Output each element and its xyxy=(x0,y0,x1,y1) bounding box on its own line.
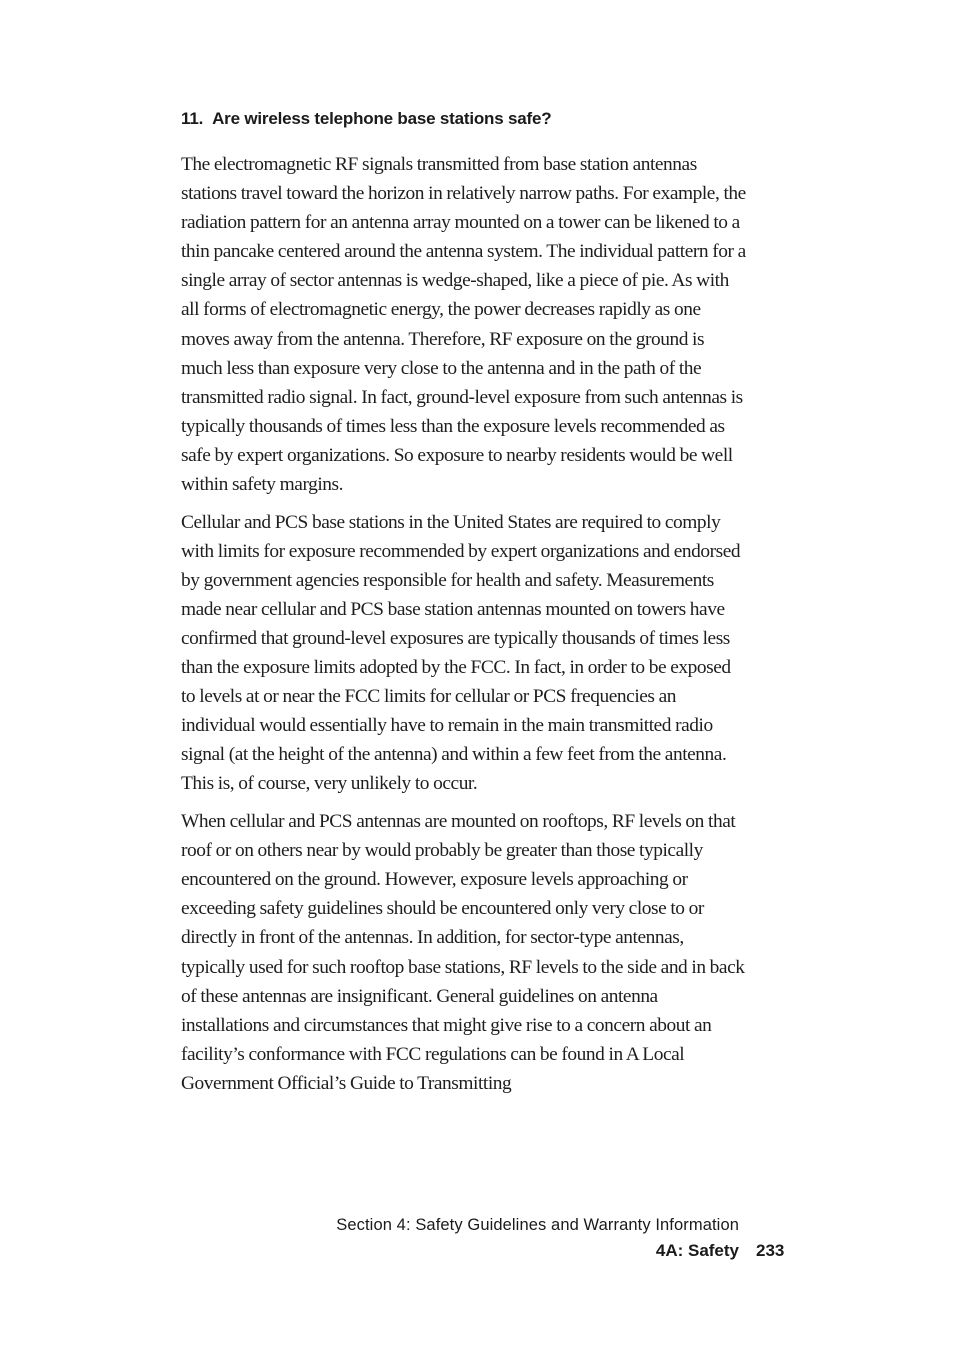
footer-tab-label: 4A: Safety xyxy=(655,1241,739,1260)
footer-section-title: Section 4: Safety Guidelines and Warranty Information xyxy=(336,1216,739,1234)
question-title: Are wireless telephone base stations safe? xyxy=(212,109,552,128)
paragraph-1: The electromagnetic RF signals transmitted from base station antennas stations travel toward the horizon in relatively narrow paths. For example, the radiation pattern for an antenna array mounted on a tower can be likened to a thin pancake centered around the antenna system. The individual pattern for a single array of sector antennas is wedge-shaped, like a piece of pie. As with all forms of electromagnetic energy, the power decreases rapidly as one moves away from the antenna. Therefore, RF exposure on the ground is much less than exposure very close to the antenna and in the path of the transmitted radio signal. In fact, ground-level exposure from such antennas is typically thousands of times less than the exposure levels recommended as safe by expert organizations. So exposure to nearby residents would be well within safety margins. xyxy=(181,154,746,496)
paragraph-3: When cellular and PCS antennas are mounted on rooftops, RF levels on that roof or on others near by would probably be greater than those typically encountered on the ground. However, exposure levels approaching or exceeding safety guidelines should be encountered only very close to or directly in front of the antennas. In addition, for sector-type antennas, typically used for such rooftop base stations, RF levels to the side and in back of these antennas are insignificant. General guidelines on antenna installations and circumstances that might give rise to a concern about an facility’s conformance with FCC regulations can be found in A Local Government Official’s Guide to Transmitting xyxy=(181,811,745,1094)
question-number: 11. xyxy=(181,109,204,128)
page-number: 233 xyxy=(756,1241,785,1260)
question-heading xyxy=(181,106,747,132)
page-content xyxy=(181,106,747,1107)
paragraph-2: Cellular and PCS base stations in the United States are required to comply with limits for exposure recommended by expert organizations and endorsed by government agencies responsible for health and safety. Measurements made near cellular and PCS base station antennas mounted on towers have confirmed that ground-level exposures are typically thousands of times less than the exposure limits adopted by the FCC. In fact, in order to be exposed to levels at or near the FCC limits for cellular or PCS frequencies an individual would essentially have to remain in the main transmitted radio signal (at the height of the antenna) and within a few feet from the antenna. This is, of course, very unlikely to occur. xyxy=(181,511,741,795)
